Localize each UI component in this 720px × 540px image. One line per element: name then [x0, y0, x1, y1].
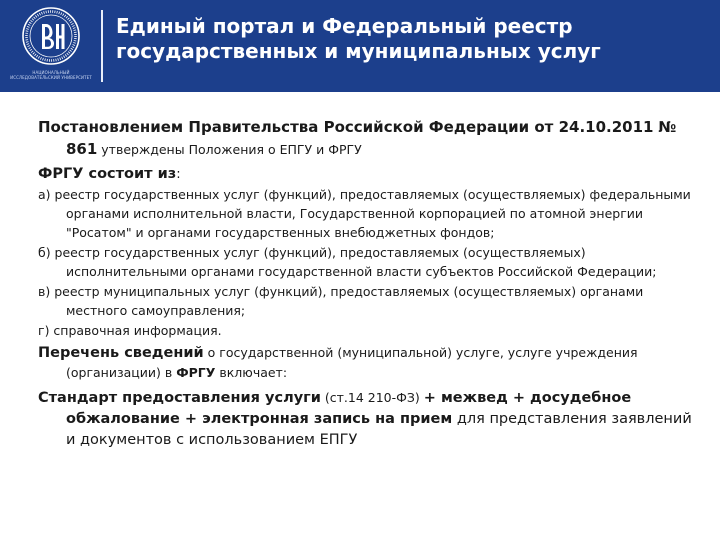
paragraph-frgu-heading: [38, 164, 698, 185]
info-list-frgu: ФРГУ: [176, 365, 216, 380]
standard-end: для представления заявлений и документов с использованием ЕПГУ: [66, 411, 692, 448]
info-list-middle: о государственной (муниципальной) услуге, услуге учреждения (организации) в: [66, 345, 638, 380]
university-logo: [10, 6, 92, 86]
hse-seal-icon: [21, 6, 81, 66]
frgu-heading-colon: :: [176, 167, 181, 182]
list-item-v: в) реестр муниципальных услуг (функций), предоставляемых (осуществляемых) органами местного самоуправления;: [38, 284, 644, 318]
resolution-bold-text: Постановлением Правительства Российской Федерации от 24.10.2011: [38, 118, 654, 136]
paragraph-standard: [38, 387, 698, 451]
slide-title-line-1: Единый портал и Федеральный реестр: [116, 14, 573, 38]
standard-law-ref: (ст.14 210-ФЗ): [320, 390, 424, 405]
resolution-number: № 861: [66, 118, 677, 158]
standard-bold-additions: + межвед + досудебное обжалование + электронная запись на прием: [66, 390, 632, 427]
list-item-g: г) справочная информация.: [38, 323, 222, 338]
standard-bold-title: Стандарт предоставления услуги: [38, 390, 321, 406]
slide-title: [116, 14, 706, 64]
slide-body: [38, 116, 698, 451]
slide-header: [0, 0, 720, 92]
info-list-end: включает:: [215, 365, 288, 380]
info-list-bold: Перечень сведений: [38, 345, 204, 361]
slide-title-line-2: государственных и муниципальных услуг: [116, 39, 601, 63]
paragraph-resolution: [38, 116, 698, 161]
logo-caption: НАЦИОНАЛЬНЫЙ ИССЛЕДОВАТЕЛЬСКИЙ УНИВЕРСИТЕТ: [10, 70, 92, 80]
header-divider: [101, 10, 103, 82]
list-item-b: б) реестр государственных услуг (функций), предоставляемых (осуществляемых) исполнительными органами государственной власти субъектов Российской Федерации;: [38, 245, 657, 279]
list-item-a: а) реестр государственных услуг (функций), предоставляемых (осуществляемых) федеральными органами исполнительной власти, Государственной корпорацией по атомной энергии "Росатом" и органами государственных внебюджетных фондов;: [38, 187, 691, 240]
paragraph-info-list: [38, 343, 698, 383]
resolution-rest: утверждены Положения о ЕПГУ и ФРГУ: [97, 142, 362, 157]
frgu-heading-bold: ФРГУ состоит из: [38, 166, 177, 182]
